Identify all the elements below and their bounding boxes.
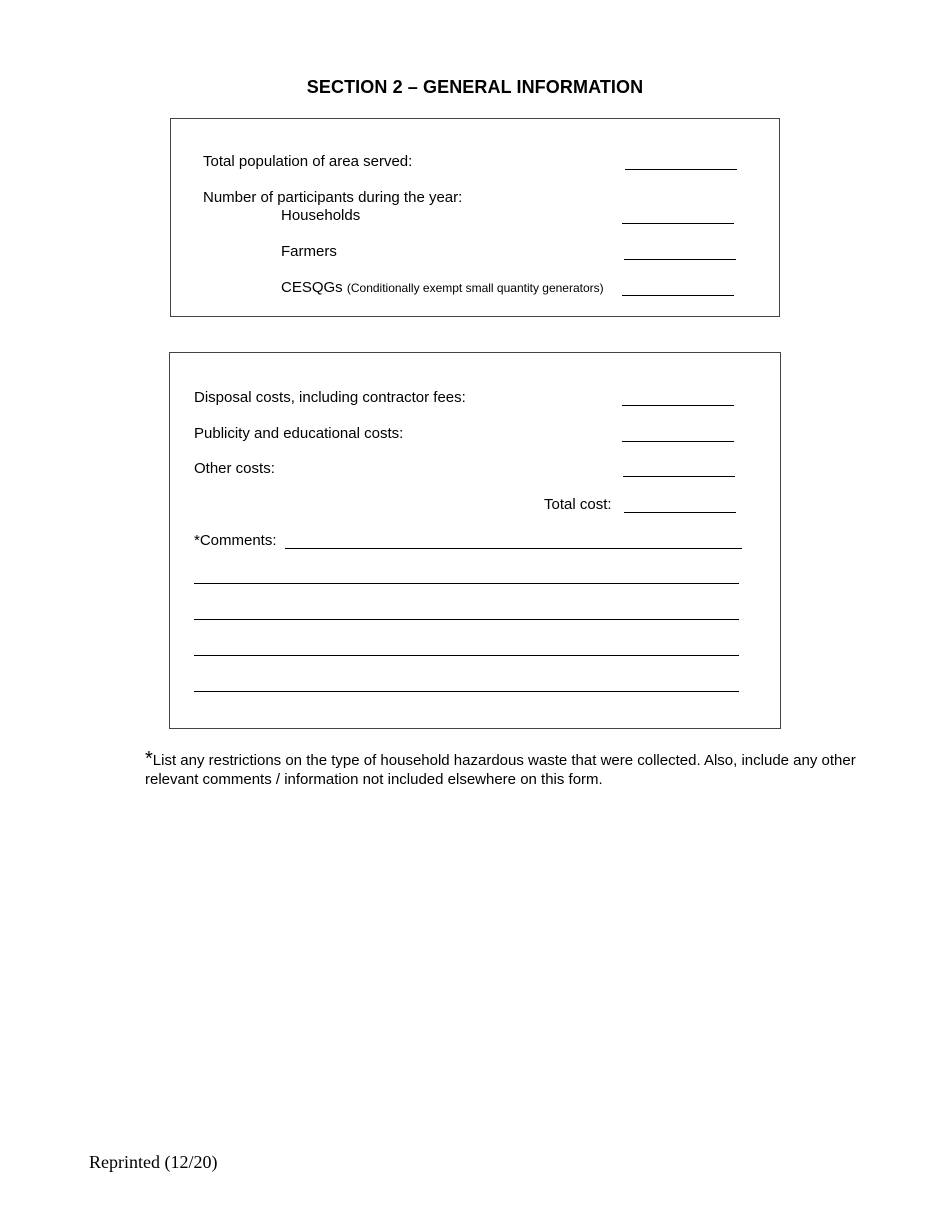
participants-heading: Number of participants during the year: — [203, 189, 463, 206]
farmers-field[interactable] — [624, 259, 736, 260]
comments-line-5[interactable] — [194, 691, 739, 692]
comments-line-2[interactable] — [194, 583, 739, 584]
footnote-text: List any restrictions on the type of household hazardous waste that were collected. Also, include any other relevant comments / information not included elsewhere on this form. — [145, 752, 856, 788]
other-costs-field[interactable] — [623, 476, 735, 477]
total-population-label: Total population of area served: — [203, 153, 413, 170]
footnote-marker: * — [145, 748, 153, 770]
comments-label: *Comments: — [194, 532, 277, 549]
total-cost-label: Total cost: — [544, 496, 612, 513]
total-population-field[interactable] — [625, 169, 737, 170]
comments-line-4[interactable] — [194, 655, 739, 656]
disposal-costs-field[interactable] — [622, 405, 734, 406]
publicity-costs-field[interactable] — [622, 441, 734, 442]
comments-line-3[interactable] — [194, 619, 739, 620]
other-costs-label: Other costs: — [194, 460, 275, 477]
cesqgs-row — [281, 279, 604, 297]
households-label: Households — [281, 207, 361, 224]
cesqgs-note: (Conditionally exempt small quantity generators) — [346, 281, 604, 295]
publicity-costs-label: Publicity and educational costs: — [194, 425, 404, 442]
comments-line-1[interactable] — [285, 548, 742, 549]
cesqgs-field[interactable] — [622, 295, 734, 296]
total-cost-field[interactable] — [624, 512, 736, 513]
cesqgs-label: CESQGs — [281, 279, 343, 296]
footnote — [145, 748, 865, 789]
reprinted-date: Reprinted (12/20) — [89, 1152, 218, 1172]
farmers-label: Farmers — [281, 243, 337, 260]
section-title: SECTION 2 – GENERAL INFORMATION — [306, 77, 644, 97]
households-field[interactable] — [622, 223, 734, 224]
disposal-costs-label: Disposal costs, including contractor fees: — [194, 389, 466, 406]
